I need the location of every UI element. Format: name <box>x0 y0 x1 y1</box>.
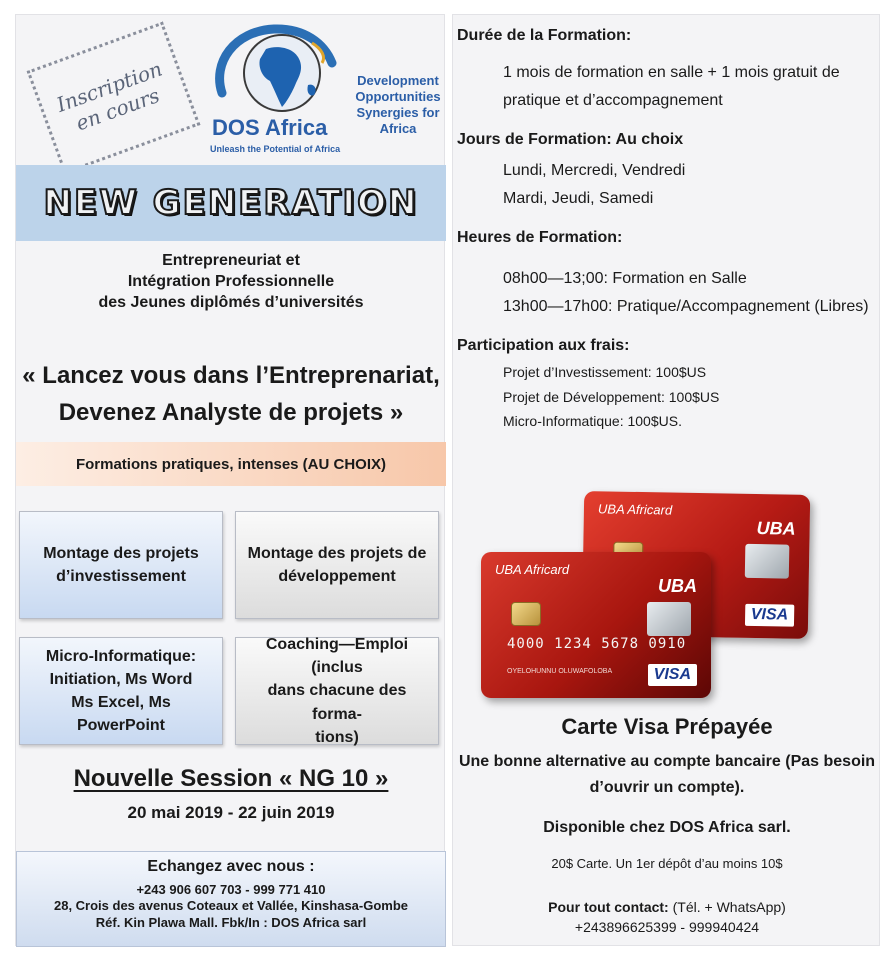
inscription-stamp: Inscription en cours <box>27 22 201 175</box>
logo-side-line: Synergies for <box>356 104 440 120</box>
logo-name: DOS Africa <box>212 115 328 140</box>
visa-alt-line: Une bonne alternative au compte bancaire (Pas besoin <box>458 753 876 770</box>
formation-box-micro-informatique <box>19 637 223 745</box>
box-line: tions) <box>315 728 359 746</box>
duree-heading: Durée de la Formation: <box>457 27 632 44</box>
card-brand: UBA Africard <box>597 501 673 518</box>
subtitle-line: Entrepreneuriat et <box>162 252 300 269</box>
visa-contact-note: (Tél. + WhatsApp) <box>672 899 786 915</box>
heures-line: 13h00—17h00: Pratique/Accompagnement (Libres) <box>503 298 869 315</box>
right-panel <box>452 14 880 946</box>
logo-tagline: Unleash the Potential of Africa <box>210 144 341 154</box>
visa-contact <box>453 897 881 938</box>
card-brand: UBA Africard <box>495 562 570 577</box>
logo-side-text <box>354 73 442 136</box>
slogan <box>16 357 446 431</box>
logo-side-line: Africa <box>379 120 417 136</box>
session-title-text: Nouvelle Session « NG 10 » <box>73 765 389 792</box>
contact-reference: Réf. Kin Plawa Mall. Fbk/In : DOS Africa sarl <box>95 914 367 930</box>
formation-box-developpement <box>235 511 439 619</box>
card-holder: OYELOHUNNU OLUWAFOLOBA <box>507 668 613 675</box>
box-line: Montage des projets <box>43 544 199 562</box>
formations-band-label: Formations pratiques, intenses (AU CHOIX) <box>75 455 387 473</box>
frais-line: Micro-Informatique: 100$US. <box>503 413 682 429</box>
visa-contact-numbers: +243896625399 - 999940424 <box>574 919 760 936</box>
contact-phone: +243 906 607 703 - 999 771 410 <box>136 882 326 897</box>
dos-africa-logo <box>204 23 444 163</box>
frais-heading: Participation aux frais: <box>457 337 630 354</box>
visa-title: Carte Visa Prépayée <box>561 714 773 739</box>
frais-line: Projet de Développement: 100$US <box>503 388 720 405</box>
duree-text: 1 mois de formation en salle + 1 mois gratuit de pratique et d’accompagnement <box>503 64 840 109</box>
visa-card-front-image <box>481 552 711 698</box>
box-line: développement <box>278 568 396 585</box>
formation-box-coaching <box>235 637 439 745</box>
session-dates: 20 mai 2019 - 22 juin 2019 <box>127 803 335 822</box>
formation-box-investissement <box>19 511 223 619</box>
jours-heading: Jours de Formation: Au choix <box>457 131 684 148</box>
visa-availability: Disponible chez DOS Africa sarl. <box>543 819 791 836</box>
visa-price: 20$ Carte. Un 1er dépôt d’au moins 10$ <box>551 856 783 871</box>
frais-line: Projet d’Investissement: 100$US <box>503 364 707 380</box>
formations-band <box>16 442 446 486</box>
contact-box <box>16 851 446 947</box>
slogan-line: « Lancez vous dans l’Entreprenariat, <box>22 362 440 389</box>
jours-line: Lundi, Mercredi, Vendredi <box>503 162 686 179</box>
box-line: Montage des projets de <box>247 544 427 562</box>
heures-line: 08h00—13;00: Formation en Salle <box>503 270 747 287</box>
title-band <box>16 165 446 241</box>
box-line: d’investissement <box>56 568 186 585</box>
session-title <box>16 765 446 793</box>
card-chip-icon <box>511 602 541 626</box>
card-bank-logo: UBA <box>658 576 697 596</box>
contact-heading: Echangez avec nous : <box>147 858 315 875</box>
card-bank-logo: UBA <box>756 518 796 539</box>
visa-contact-label: Pour tout contact: <box>548 899 669 915</box>
page-title: NEW GENERATION <box>43 183 419 223</box>
jours-line: Mardi, Jeudi, Samedi <box>503 190 654 207</box>
card-network-logo: VISA <box>648 664 697 686</box>
box-line: Micro-Informatique: <box>45 647 197 665</box>
card-network-logo: VISA <box>745 604 795 627</box>
card-hologram-icon <box>647 602 691 636</box>
subtitle <box>16 251 446 313</box>
logo-side-line: Development <box>357 73 439 88</box>
jours-list <box>503 157 685 213</box>
globe-icon <box>204 23 354 115</box>
frais-list <box>503 360 719 434</box>
subtitle-line: Intégration Professionnelle <box>127 272 335 290</box>
left-panel <box>15 14 445 946</box>
box-line: Ms Excel, Ms PowerPoint <box>71 694 171 735</box>
heures-list <box>503 265 869 321</box>
box-line: Coaching—Emploi (inclus <box>265 636 409 677</box>
card-number: 4000 1234 5678 0910 <box>507 636 687 652</box>
contact-address: 28, Crois des avenus Coteaux et Vallée, Kinshasa-Gombe <box>53 898 409 914</box>
logo-side-line: Opportunities <box>355 88 441 104</box>
subtitle-line: des Jeunes diplômés d’universités <box>98 293 364 311</box>
visa-alt-line: d’ouvrir un compte). <box>589 778 745 796</box>
box-line: Initiation, Ms Word <box>49 670 193 688</box>
box-line: dans chacune des forma- <box>267 682 407 723</box>
heures-heading: Heures de Formation: <box>457 229 623 246</box>
card-hologram-icon <box>745 544 790 579</box>
slogan-line: Devenez Analyste de projets » <box>58 399 404 427</box>
visa-alternative <box>453 749 881 800</box>
